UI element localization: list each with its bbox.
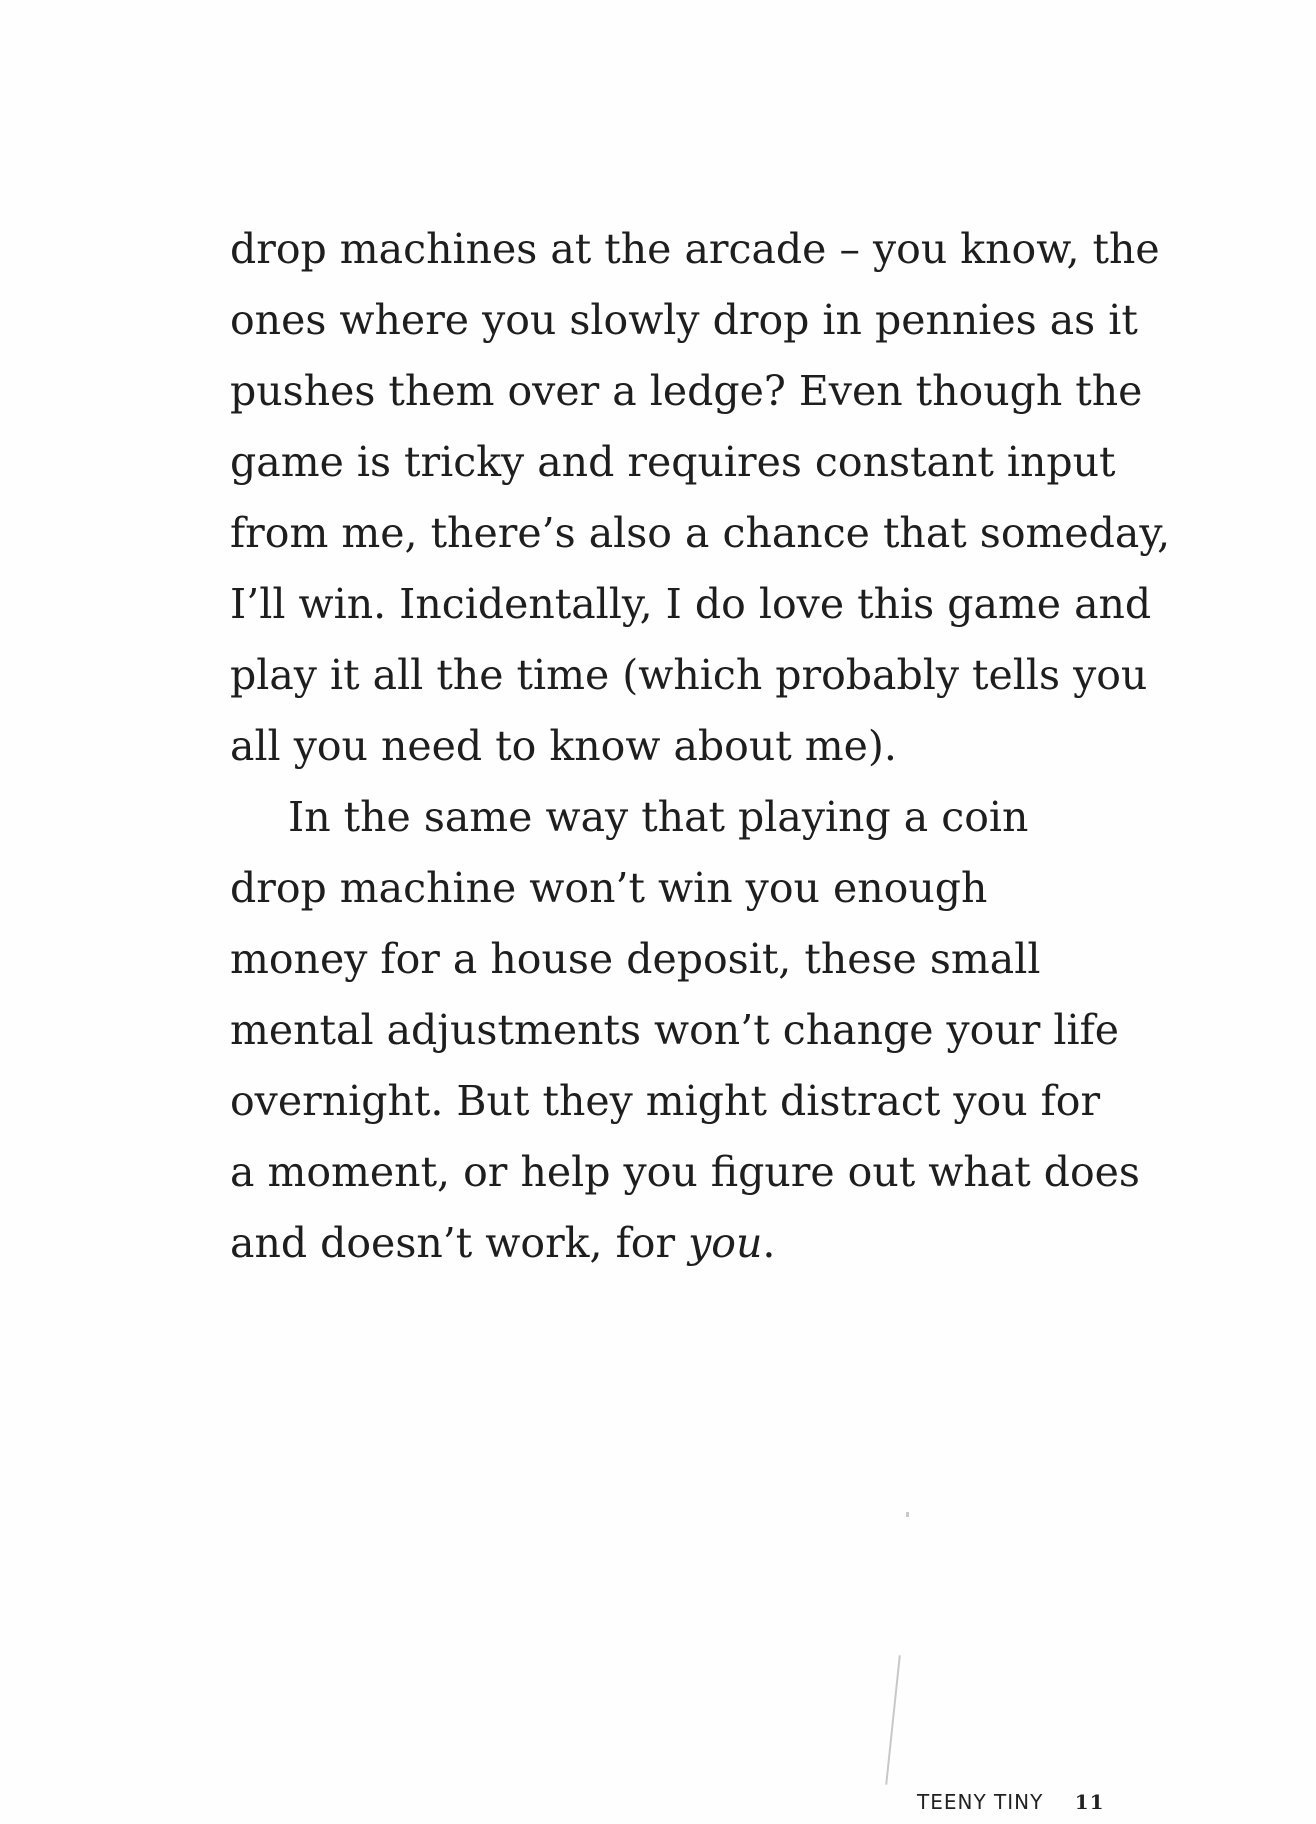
page-number: 11	[1074, 1790, 1105, 1814]
text-line: play it all the time (which probably tells you	[230, 651, 1148, 699]
text-line: I’ll win. Incidentally, I do love this game and	[230, 580, 1152, 628]
text-line-last	[230, 1208, 1190, 1279]
text-line: In the same way that playing a coin	[288, 793, 1029, 841]
text-line: drop machines at the arcade – you know, the	[230, 225, 1160, 273]
paragraph-2	[230, 782, 1190, 1279]
text-fragment: .	[762, 1219, 776, 1267]
text-line: drop machine won’t win you enough	[230, 864, 988, 912]
scan-artifact-line	[885, 1655, 901, 1784]
text-line: overnight. But they might distract you for	[230, 1077, 1101, 1125]
emphasis-text: you	[688, 1219, 763, 1267]
body-text	[230, 214, 1190, 1279]
text-line: a moment, or help you figure out what does	[230, 1148, 1140, 1196]
running-head: TEENY TINY	[917, 1790, 1044, 1814]
text-line: money for a house deposit, these small	[230, 935, 1041, 983]
text-line: game is tricky and requires constant input	[230, 438, 1116, 486]
text-line: ones where you slowly drop in pennies as it	[230, 296, 1138, 344]
text-line: pushes them over a ledge? Even though the	[230, 367, 1143, 415]
text-line: all you need to know about me).	[230, 722, 897, 770]
text-fragment: and doesn’t work, for	[230, 1219, 689, 1267]
scan-artifact-dot	[906, 1512, 909, 1517]
page-footer	[917, 1790, 1105, 1814]
paragraph-1	[230, 214, 1190, 782]
text-line: from me, there’s also a chance that someday,	[230, 509, 1171, 557]
text-line: mental adjustments won’t change your life	[230, 1006, 1120, 1054]
